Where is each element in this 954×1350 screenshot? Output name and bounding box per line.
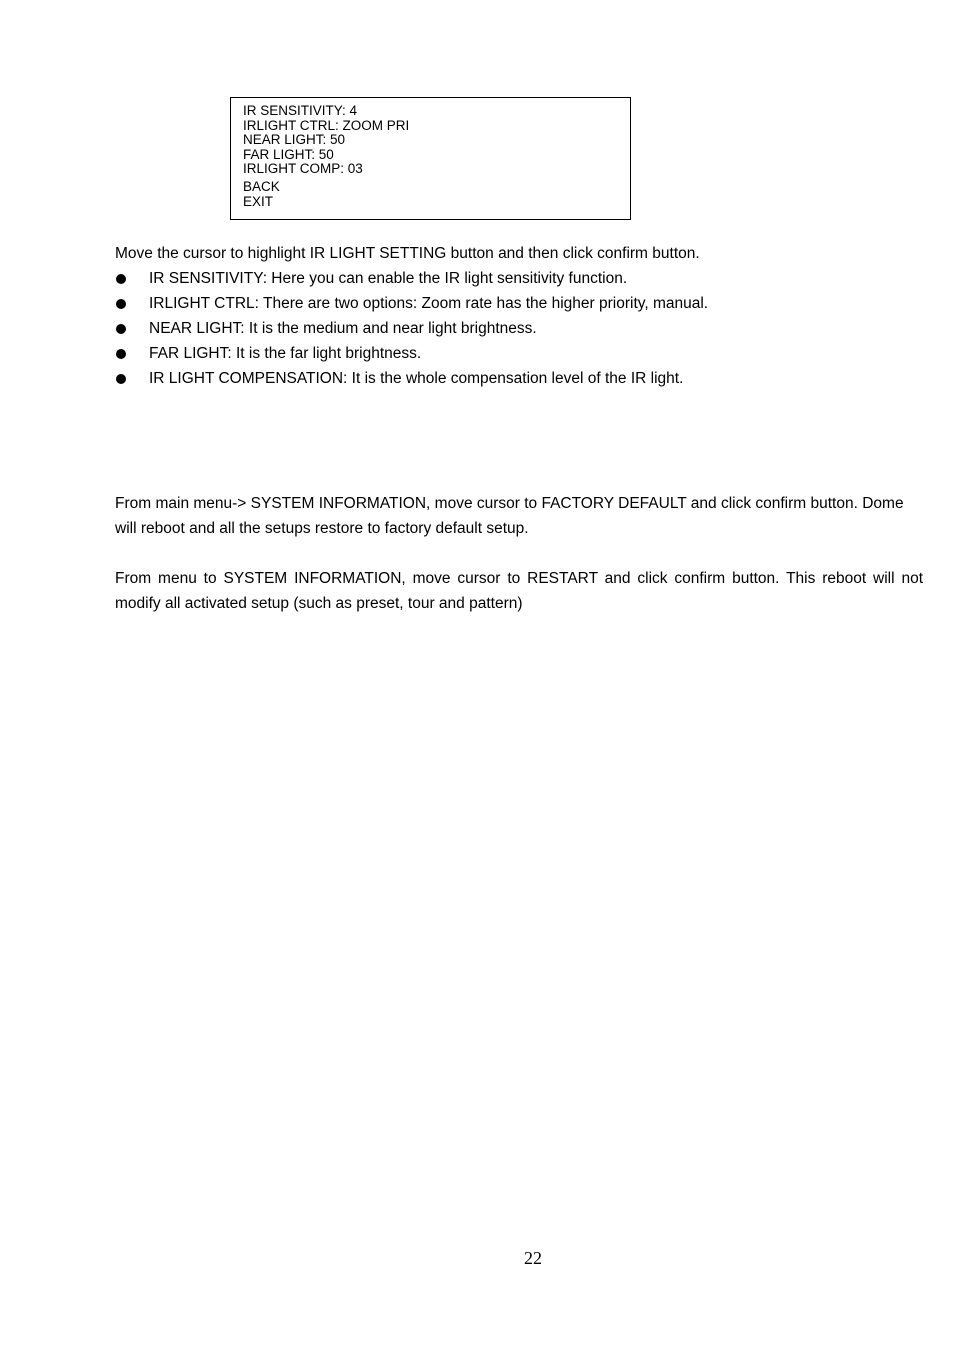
list-item: [115, 369, 895, 394]
bullet-dot-icon: [116, 374, 126, 384]
bullet-text: FAR LIGHT: It is the far light brightness.: [149, 345, 422, 362]
bullet-text: IR LIGHT COMPENSATION: It is the whole compensation level of the IR light.: [149, 370, 684, 387]
list-item: [115, 344, 895, 369]
bullet-dot-icon: [116, 349, 126, 359]
list-item: [115, 319, 895, 344]
page-number: 22: [524, 1248, 542, 1268]
menu-item-exit: EXIT: [243, 193, 274, 209]
menu-item-irlight-comp: IRLIGHT COMP: 03: [243, 161, 363, 177]
menu-item-irlight-ctrl: IRLIGHT CTRL: ZOOM PRI: [243, 117, 410, 133]
ir-settings-bullet-list: [115, 269, 895, 394]
menu-item-far-light: FAR LIGHT: 50: [243, 146, 334, 162]
intro-paragraph: Move the cursor to highlight IR LIGHT SETTING button and then click confirm button.: [115, 245, 700, 262]
menu-item-ir-sensitivity: IR SENSITIVITY: 4: [243, 103, 358, 118]
ir-light-setting-menu: [230, 97, 631, 220]
bullet-dot-icon: [116, 274, 126, 284]
bullet-dot-icon: [116, 324, 126, 334]
bullet-text: IRLIGHT CTRL: There are two options: Zoom rate has the higher priority, manual.: [149, 295, 709, 312]
bullet-dot-icon: [116, 299, 126, 309]
bullet-text: IR SENSITIVITY: Here you can enable the IR light sensitivity function.: [149, 270, 628, 287]
menu-item-near-light: NEAR LIGHT: 50: [243, 132, 346, 148]
list-item: [115, 294, 895, 319]
bullet-text: NEAR LIGHT: It is the medium and near light brightness.: [149, 320, 537, 337]
restart-paragraph: From menu to SYSTEM INFORMATION, move cursor to RESTART and click confirm button. This reboot will not modify all activated setup (such as preset, tour and pattern): [115, 570, 923, 612]
factory-default-paragraph: From main menu-> SYSTEM INFORMATION, move cursor to FACTORY DEFAULT and click confirm button. Dome will reboot and all the setups restore to factory default setup.: [115, 495, 904, 537]
menu-item-back: BACK: [243, 178, 280, 194]
list-item: [115, 269, 895, 294]
